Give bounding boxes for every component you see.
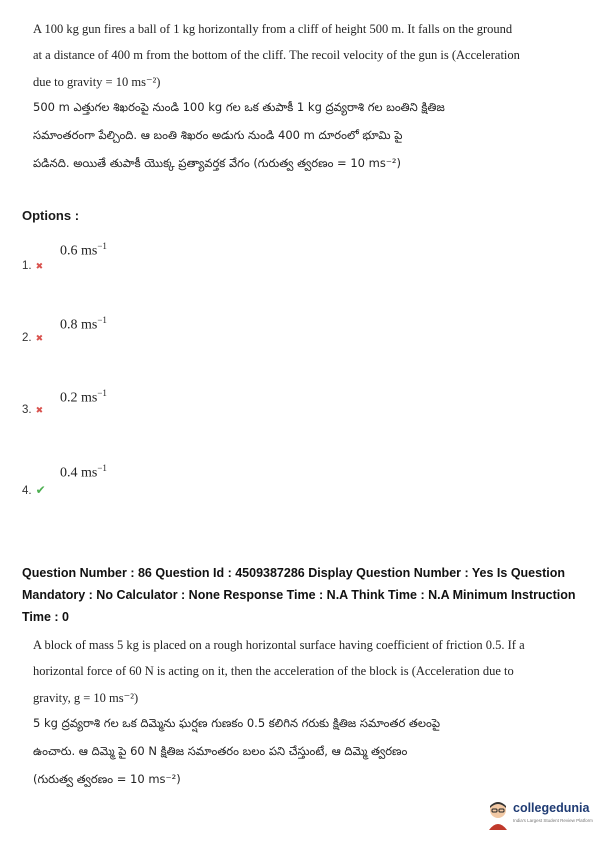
question-line: due to gravity = 10 ms⁻²) (33, 75, 161, 89)
wrong-icon: ✖ (35, 261, 44, 271)
wrong-icon: ✖ (35, 333, 44, 343)
question-line-telugu: ఉంచారు. ఆ దిమ్మె పై 60 N క్షితిజ సమాంతరం బలం పని చేస్తుంటే, ఆ దిమ్మె త్వరణం (33, 744, 408, 758)
option-4-value (60, 463, 107, 482)
option-3[interactable] (22, 404, 43, 416)
option-exponent: −1 (97, 463, 107, 473)
correct-icon: ✔ (35, 483, 46, 497)
question-meta (22, 562, 582, 628)
option-1[interactable] (22, 260, 43, 272)
meta-line: Mandatory : No Calculator : None Response Time : N.A Think Time : N.A Minimum Instruction (22, 588, 576, 602)
option-2[interactable] (22, 332, 43, 344)
option-number: 3. (22, 404, 32, 416)
option-1-value (60, 241, 107, 260)
option-value-text: 0.6 ms (60, 243, 98, 259)
option-value-text: 0.4 ms (60, 465, 98, 481)
option-2-value (60, 315, 107, 334)
option-number: 2. (22, 332, 32, 344)
student-avatar-icon (487, 800, 509, 830)
question-line: at a distance of 400 m from the bottom of the cliff. The recoil velocity of the gun is (Acceleration (33, 48, 520, 62)
option-value-text: 0.2 ms (60, 390, 98, 406)
option-exponent: −1 (97, 241, 107, 251)
option-exponent: −1 (97, 388, 107, 398)
question-line: horizontal force of 60 N is acting on it, then the acceleration of the block is (Acceleration due to (33, 664, 514, 678)
option-exponent: −1 (97, 315, 107, 325)
question-line-telugu: 5 kg ద్రవ్యరాశి గల ఒక దిమ్మెను ఘర్షణ గుణకం 0.5 కలిగిన గరుకు క్షితిజ సమాంతర తలంపై (33, 716, 441, 730)
option-3-value (60, 388, 107, 407)
option-number: 4. (22, 485, 32, 497)
question-line-telugu: సమాంతరంగా పేల్చింది. ఆ బంతి శిఖరం అడుగు నుండి 400 m దూరంలో భూమి పై (33, 128, 403, 142)
options-label: Options : (22, 208, 80, 223)
question-line: gravity, g = 10 ms⁻²) (33, 691, 139, 705)
option-value-text: 0.8 ms (60, 317, 98, 333)
option-4[interactable] (22, 483, 46, 497)
question-line-telugu: 500 m ఎత్తుగల శిఖరంపై నుండి 100 kg గల ఒక తుపాకీ 1 kg ద్రవ్యరాశి గల బంతిని క్షితిజ (33, 100, 445, 114)
option-number: 1. (22, 260, 32, 272)
meta-line: Time : 0 (22, 610, 70, 624)
collegedunia-logo (487, 798, 593, 832)
question-line-telugu: (గురుత్వ త్వరణం = 10 ms⁻²) (33, 772, 181, 786)
logo-tagline: India's Largest Student Review Platform (513, 818, 593, 823)
question-line-telugu: పడినది. అయితే తుపాకీ యొక్క ప్రత్యావర్తక వేగం (గురుత్వ త్వరణం = 10 ms⁻²) (33, 156, 401, 170)
meta-line: Question Number : 86 Question Id : 4509387286 Display Question Number : Yes Is Question (22, 566, 565, 580)
question-line: A block of mass 5 kg is placed on a rough horizontal surface having coefficient of friction 0.5. If a (33, 638, 525, 652)
wrong-icon: ✖ (35, 405, 44, 415)
question-line: A 100 kg gun fires a ball of 1 kg horizontally from a cliff of height 500 m. It falls on the ground (33, 22, 513, 36)
logo-name: collegedunia (513, 801, 590, 815)
